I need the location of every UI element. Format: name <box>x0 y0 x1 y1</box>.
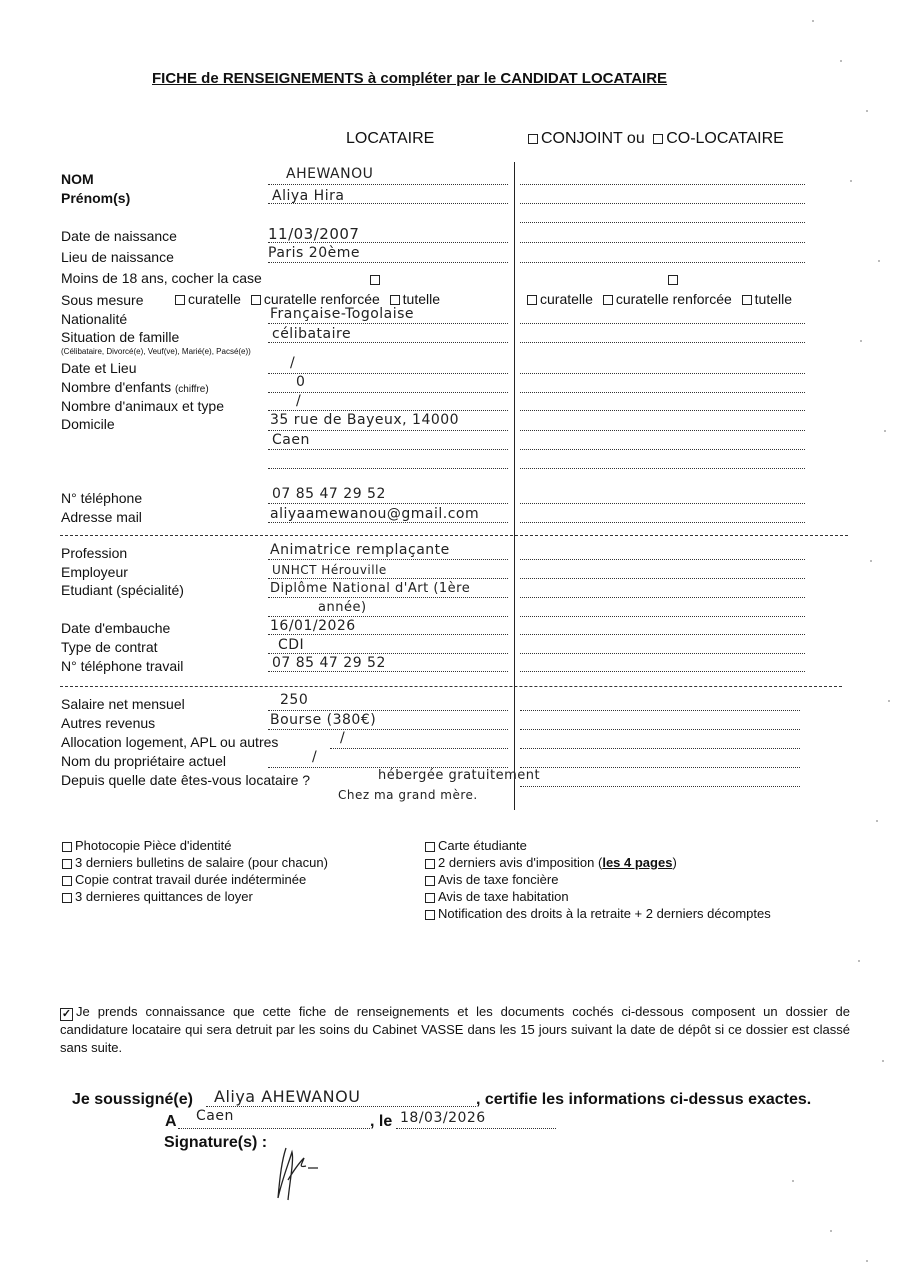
label-lieu-naissance: Lieu de naissance <box>61 249 174 265</box>
label-salaire: Salaire net mensuel <box>61 696 185 712</box>
moins-18-checkbox-locataire[interactable] <box>370 271 383 289</box>
value-employeur[interactable]: UNHCT Hérouville <box>272 563 387 577</box>
label-nom-proprietaire: Nom du propriétaire actuel <box>61 753 226 769</box>
moins-18-checkbox-conjoint[interactable] <box>668 271 681 289</box>
doc-item[interactable]: 2 derniers avis d'imposition (les 4 pages) <box>425 855 677 870</box>
label-moins-18: Moins de 18 ans, cocher la case <box>61 270 262 286</box>
doc-checkbox <box>425 842 435 852</box>
curatelle-checkbox-conjoint[interactable] <box>527 295 537 305</box>
le-label: , le <box>370 1113 393 1130</box>
acknowledgement-text: Je prends connaissance que cette fiche de renseignements et les documents cochés ci-dessous composent un dossier de candidature locataire qui sera detruit par les soins du Cabinet VASSE dans les 15 jours suivant la date de dépôt si ce dossier est classé sans suite. <box>60 1004 850 1055</box>
curatelle-checkbox[interactable] <box>175 295 185 305</box>
sous-mesure-options-locataire: curatelle curatelle renforcée tutelle <box>175 291 440 307</box>
label-date-lieu: Date et Lieu <box>61 360 137 376</box>
label-situation-famille: Situation de famille <box>61 329 180 345</box>
value-allocation[interactable]: / <box>340 730 346 746</box>
signer-city[interactable]: Caen <box>196 1108 234 1124</box>
curatelle-renforcee-checkbox-conjoint[interactable] <box>603 295 613 305</box>
doc-item[interactable]: 3 derniers bulletins de salaire (pour chacun) <box>62 855 328 870</box>
value-nombre-animaux[interactable]: / <box>296 393 302 409</box>
value-nom[interactable]: AHEWANOU <box>286 166 374 182</box>
signer-name[interactable]: Aliya AHEWANOU <box>214 1087 361 1106</box>
label-depuis-quand: Depuis quelle date êtes-vous locataire ? <box>61 772 311 788</box>
signature-label: Signature(s) : <box>164 1134 268 1151</box>
doc-checkbox <box>425 893 435 903</box>
value-autres-revenus[interactable]: Bourse (380€) <box>270 712 377 728</box>
doc-item[interactable]: Avis de taxe foncière <box>425 872 558 887</box>
label-domicile: Domicile <box>61 416 115 432</box>
label-profession: Profession <box>61 545 128 561</box>
value-domicile-line1[interactable]: 35 rue de Bayeux, 14000 <box>270 412 460 428</box>
label-nom: NOM <box>61 171 94 187</box>
label-adresse-mail: Adresse mail <box>61 509 142 525</box>
tutelle-checkbox[interactable] <box>390 295 400 305</box>
doc-checkbox <box>62 859 72 869</box>
label-type-contrat: Type de contrat <box>61 639 158 655</box>
situation-hint: (Célibataire, Divorcé(e), Veuf(ve), Marié(e), Pacsé(e)) <box>61 347 251 356</box>
value-date-naissance[interactable]: 11/03/2007 <box>268 225 360 243</box>
value-profession[interactable]: Animatrice remplaçante <box>270 542 450 558</box>
column-divider <box>514 162 515 810</box>
doc-item[interactable]: Notification des droits à la retraite + 2 derniers décomptes <box>425 906 771 921</box>
value-domicile-line2[interactable]: Caen <box>272 432 310 448</box>
value-type-contrat[interactable]: CDI <box>278 637 305 653</box>
label-employeur: Employeur <box>61 564 128 580</box>
a-label: A <box>165 1113 177 1130</box>
curatelle-renforcee-checkbox[interactable] <box>251 295 261 305</box>
doc-checkbox <box>62 842 72 852</box>
page-title: FICHE de RENSEIGNEMENTS à compléter par le CANDIDAT LOCATAIRE <box>152 70 668 87</box>
value-lieu-naissance[interactable]: Paris 20ème <box>268 245 360 261</box>
doc-item[interactable]: Photocopie Pièce d'identité <box>62 838 231 853</box>
label-telephone-travail: N° téléphone travail <box>61 658 184 674</box>
doc-checkbox <box>62 876 72 886</box>
doc-checkbox <box>425 876 435 886</box>
doc-item[interactable]: Carte étudiante <box>425 838 527 853</box>
label-autres-revenus: Autres revenus <box>61 715 156 731</box>
section-separator <box>60 686 842 687</box>
value-depuis-quand-line2[interactable]: Chez ma grand mère. <box>338 788 478 802</box>
sous-mesure-options-conjoint: curatelle curatelle renforcée tutelle <box>527 291 792 307</box>
doc-checkbox <box>425 910 435 920</box>
label-etudiant: Etudiant (spécialité) <box>61 582 184 598</box>
acknowledgement-checkbox[interactable]: ✓ <box>61 1008 72 1020</box>
tutelle-checkbox-conjoint[interactable] <box>742 295 752 305</box>
signer-date[interactable]: 18/03/2026 <box>400 1110 486 1126</box>
section-separator <box>60 535 848 536</box>
label-prenom: Prénom(s) <box>61 190 131 206</box>
label-nombre-animaux: Nombre d'animaux et type <box>61 398 224 414</box>
colocataire-checkbox[interactable] <box>653 134 663 144</box>
value-prenom[interactable]: Aliya Hira <box>272 188 345 204</box>
label-sous-mesure: Sous mesure <box>61 292 144 308</box>
value-date-embauche[interactable]: 16/01/2026 <box>270 618 356 634</box>
handwritten-signature <box>268 1140 338 1205</box>
value-nombre-enfants[interactable]: 0 <box>296 374 306 390</box>
je-soussigne-label: Je soussigné(e) <box>72 1091 193 1108</box>
label-date-embauche: Date d'embauche <box>61 620 171 636</box>
doc-item[interactable]: Copie contrat travail durée indéterminée <box>62 872 306 887</box>
label-date-naissance: Date de naissance <box>61 228 177 244</box>
value-depuis-quand-line1[interactable]: hébergée gratuitement <box>378 768 541 783</box>
value-etudiant-line1[interactable]: Diplôme National d'Art (1ère <box>270 581 471 596</box>
value-telephone[interactable]: 07 85 47 29 52 <box>272 486 386 502</box>
value-etudiant-line2[interactable]: année) <box>318 600 367 615</box>
value-nom-proprietaire[interactable]: / <box>312 749 318 765</box>
label-allocation: Allocation logement, APL ou autres <box>61 734 279 750</box>
column-header-locataire: LOCATAIRE <box>346 130 435 147</box>
doc-checkbox <box>62 893 72 903</box>
doc-item[interactable]: Avis de taxe habitation <box>425 889 569 904</box>
label-telephone: N° téléphone <box>61 490 143 506</box>
column-header-conjoint: CONJOINT ou CO-LOCATAIRE <box>528 130 784 148</box>
doc-item[interactable]: 3 dernieres quittances de loyer <box>62 889 253 904</box>
value-adresse-mail[interactable]: aliyaamewanou@gmail.com <box>270 506 480 522</box>
certifie-label: , certifie les informations ci-dessus exactes. <box>476 1091 812 1108</box>
value-date-lieu[interactable]: / <box>290 355 296 371</box>
conjoint-checkbox[interactable] <box>528 134 538 144</box>
label-nombre-enfants: Nombre d'enfants (chiffre) <box>61 379 209 395</box>
doc-checkbox <box>425 859 435 869</box>
label-nationalite: Nationalité <box>61 311 128 327</box>
value-telephone-travail[interactable]: 07 85 47 29 52 <box>272 655 386 671</box>
value-situation-famille[interactable]: célibataire <box>272 326 352 342</box>
value-salaire[interactable]: 250 <box>280 692 309 708</box>
value-nationalite[interactable]: Française-Togolaise <box>270 306 415 322</box>
